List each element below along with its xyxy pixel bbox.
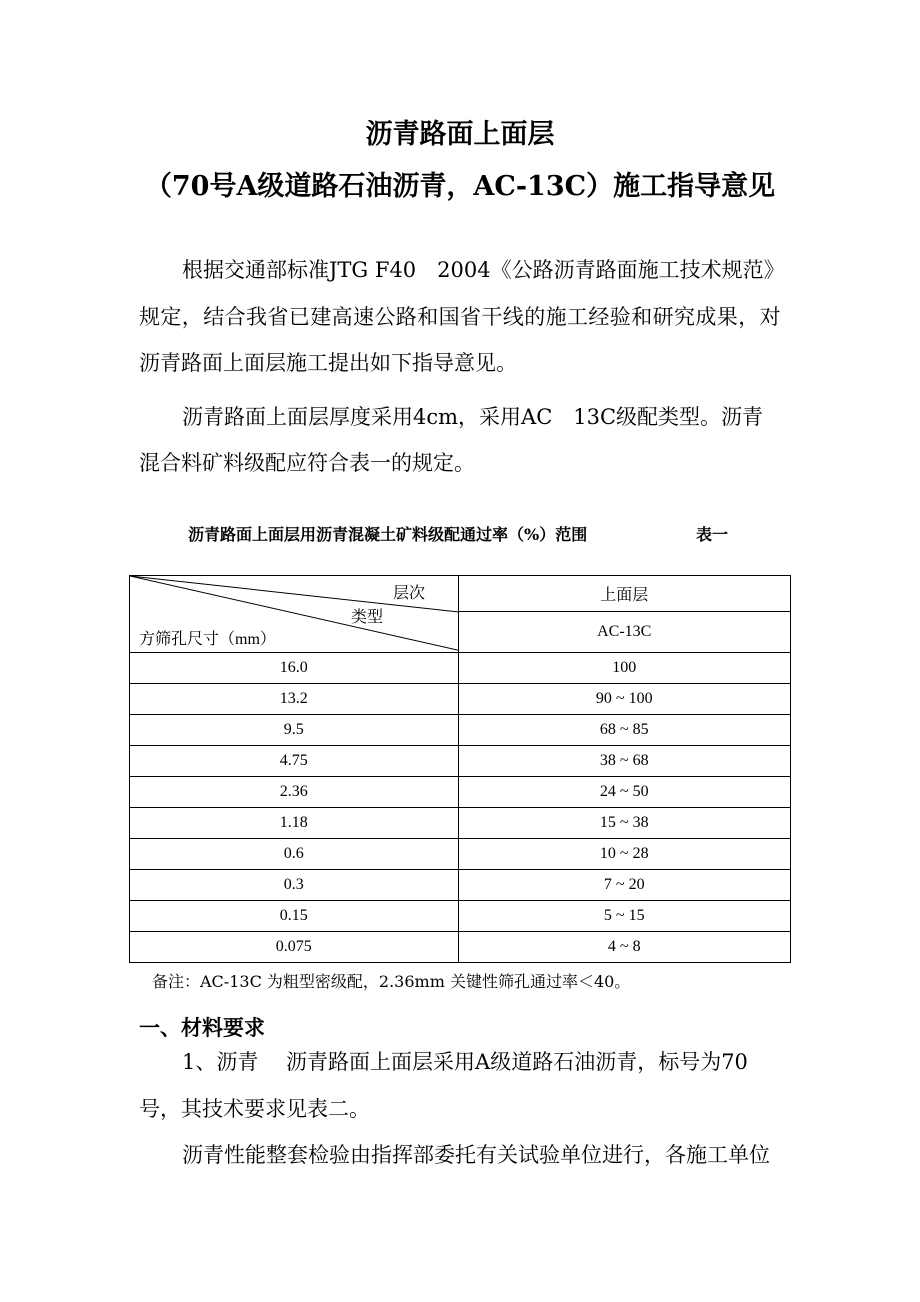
table-row [130,777,791,808]
header-sieve-label: 方筛孔尺寸（mm） [139,631,276,648]
col-header-layer: 上面层 [458,576,791,612]
sieve-size-cell: 0.6 [130,839,459,870]
pass-range-cell: 100 [458,653,791,684]
asphalt-para-line1: 1、沥青 沥青路面上面层采用A级道路石油沥青，标号为70 [182,1050,748,1074]
intro-para-line3: 沥青路面上面层施工提出如下指导意见。 [139,351,517,375]
sieve-size-cell: 0.15 [130,901,459,932]
table-row [130,715,791,746]
sieve-size-cell: 9.5 [130,715,459,746]
table-row [130,901,791,932]
header-type-label: 类型 [351,609,384,626]
sieve-size-cell: 2.36 [130,777,459,808]
col-header-mix: AC-13C [458,612,791,653]
header-diagonal-cell [130,576,459,653]
table1-caption: 沥青路面上面层用沥青混凝土矿料级配通过率（%）范围 [188,525,588,544]
pass-range-cell: 4 ~ 8 [458,932,791,963]
asphalt-para-line2: 号，其技术要求见表二。 [139,1097,370,1121]
table-row [130,653,791,684]
pass-range-cell: 15 ~ 38 [458,808,791,839]
thickness-para-line1: 沥青路面上面层厚度采用4cm，采用AC 13C级配类型。沥青 [182,405,764,429]
sieve-size-cell: 0.075 [130,932,459,963]
table-row [130,684,791,715]
pass-range-cell: 5 ~ 15 [458,901,791,932]
pass-range-cell: 10 ~ 28 [458,839,791,870]
pass-range-cell: 24 ~ 50 [458,777,791,808]
thickness-para-line2: 混合料矿料级配应符合表一的规定。 [139,451,475,475]
section1-heading: 一、材料要求 [139,1015,265,1040]
table-row [130,870,791,901]
table-row [130,808,791,839]
doc-title-line2: （70号A级道路石油沥青，AC-13C）施工指导意见 [144,171,776,202]
sieve-size-cell: 4.75 [130,746,459,777]
pass-range-cell: 38 ~ 68 [458,746,791,777]
inspection-para-line1: 沥青性能整套检验由指挥部委托有关试验单位进行，各施工单位 [182,1143,770,1167]
table-row [130,932,791,963]
pass-range-cell: 7 ~ 20 [458,870,791,901]
table-row [130,839,791,870]
pass-range-cell: 68 ~ 85 [458,715,791,746]
table-row [130,746,791,777]
sieve-size-cell: 1.18 [130,808,459,839]
table1-note: 备注：AC-13C 为粗型密级配，2.36mm 关键性筛孔通过率＜40。 [152,972,631,991]
sieve-size-cell: 16.0 [130,653,459,684]
pass-range-cell: 90 ~ 100 [458,684,791,715]
intro-para-line1: 根据交通部标准JTG F40 2004《公路沥青路面施工技术规范》 [182,258,785,282]
sieve-size-cell: 13.2 [130,684,459,715]
sieve-size-cell: 0.3 [130,870,459,901]
intro-para-line2: 规定，结合我省已建高速公路和国省干线的施工经验和研究成果，对 [139,305,781,329]
table1-number: 表一 [696,525,729,544]
header-level-label: 层次 [393,585,426,602]
doc-title-line1: 沥青路面上面层 [365,119,555,150]
gradation-table [129,575,791,963]
table-body [130,653,791,963]
